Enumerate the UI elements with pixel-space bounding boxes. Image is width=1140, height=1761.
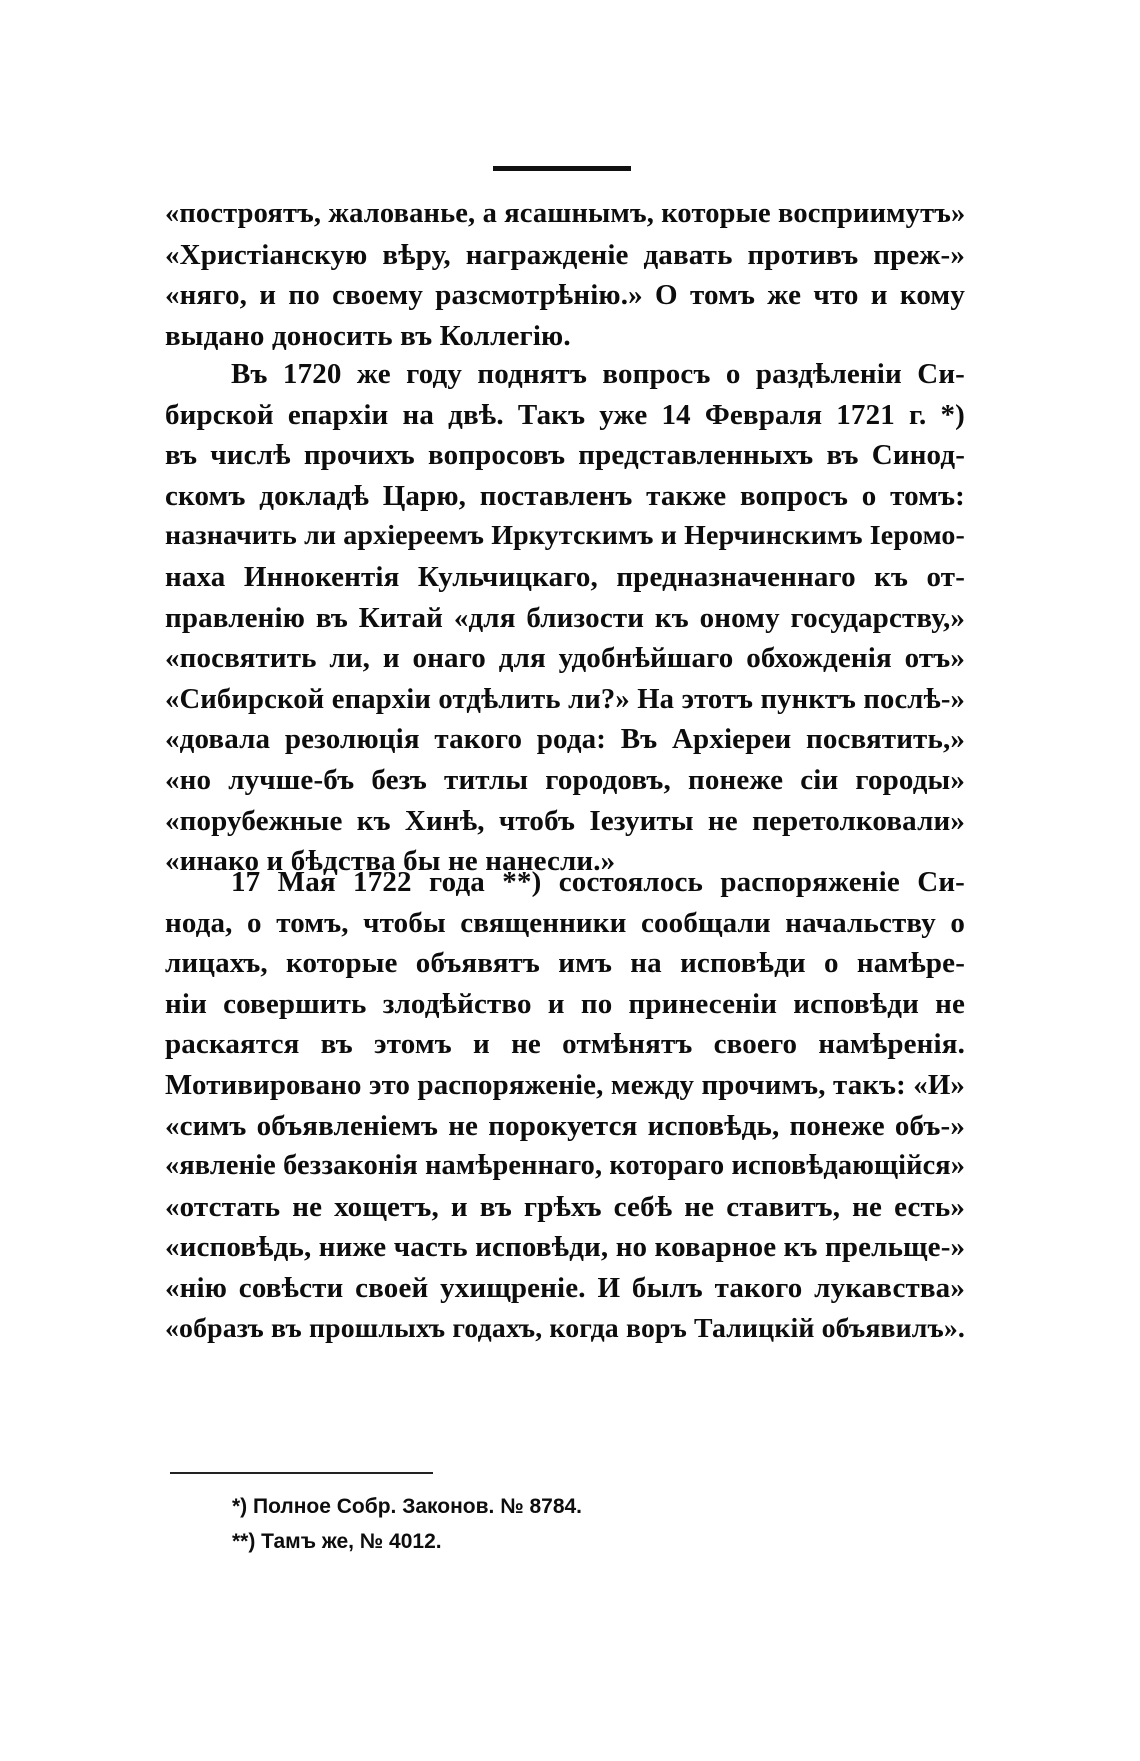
header-rule — [493, 166, 631, 171]
footnote-2: **) Тамъ же, № 4012. — [232, 1530, 442, 1553]
text-line: «порубежные къ Хинѣ, чтобъ Іезуиты не перетолковали» — [165, 804, 965, 837]
text-line: «но лучше-бъ безъ титлы городовъ, понеже сіи городы» — [165, 763, 965, 796]
text-line: «симъ объявленіемъ не порокуется исповѣдь, понеже объ-» — [165, 1109, 965, 1142]
text-line: «посвятить ли, и онаго для удобнѣйшаго обхожденія отъ» — [165, 642, 965, 675]
text-line: «Христіанскую вѣру, награжденіе давать противъ преж-» — [165, 238, 965, 271]
text-line: выдано доносить въ Коллегію. — [165, 319, 571, 352]
text-line: Въ 1720 же году поднятъ вопросъ о раздѣленіи Си- — [231, 358, 965, 390]
text-line: скомъ докладѣ Царю, поставленъ также вопросъ о томъ: — [165, 479, 965, 512]
text-line: «нію совѣсти своей ухищреніе. И былъ такого лукавства» — [165, 1271, 965, 1304]
text-line: въ числѣ прочихъ вопросовъ представленныхъ въ Синод- — [165, 439, 965, 472]
text-line: «образъ въ прошлыхъ годахъ, когда воръ Талицкій объявилъ». — [165, 1312, 965, 1344]
text-line: «инако и бѣдства бы не нанесли.» — [165, 845, 616, 878]
footnote-1: *) Полное Собр. Законов. № 8784. — [232, 1495, 583, 1518]
text-line: 17 Мая 1722 года **) состоялось распоряженіе Си- — [231, 866, 965, 898]
text-line: бирской епархіи на двѣ. Такъ уже 14 Февраля 1721 г. *) — [165, 398, 965, 431]
paragraph-1722 — [165, 862, 965, 1349]
paragraph-continuation — [165, 194, 965, 356]
text-line: «довала резолюція такого рода: Въ Архіереи посвятить,» — [165, 723, 965, 756]
text-line: наха Иннокентія Кульчицкаго, предназначеннаго къ от- — [165, 560, 965, 593]
text-line: ніи совершить злодѣйство и по принесеніи исповѣди не — [165, 987, 965, 1020]
text-line: «построятъ, жалованье, а ясашнымъ, которые восприимутъ» — [165, 198, 966, 229]
text-line: лицахъ, которые объявятъ имъ на исповѣди о намѣре- — [165, 947, 965, 980]
text-line: раскаятся въ этомъ и не отмѣнятъ своего намѣренія. — [165, 1028, 965, 1061]
text-line: назначить ли архіереемъ Иркутскимъ и Нерчинскимъ Іеромо- — [165, 520, 965, 552]
footnote-rule — [170, 1472, 433, 1474]
footnotes — [232, 1489, 582, 1559]
text-line: «Сибирской епархіи отдѣлить ли?» На этотъ пунктъ послѣ-» — [165, 682, 965, 715]
paragraph-1720 — [165, 354, 965, 882]
text-line: «явленіе беззаконія намѣреннаго, котораго исповѣдающійся» — [165, 1150, 966, 1182]
text-line: Мотивировано это распоряженіе, между прочимъ, такъ: «И» — [165, 1068, 965, 1101]
text-line: «исповѣдь, ниже часть исповѣди, но коварное къ прельще-» — [165, 1231, 966, 1264]
text-line: «отстать не хощетъ, и въ грѣхъ себѣ не ставитъ, не есть» — [165, 1190, 965, 1223]
text-line: «няго, и по своему разсмотрѣнію.» О томъ же что и кому — [165, 279, 965, 312]
text-line: нода, о томъ, чтобы священники сообщали начальству о — [165, 906, 965, 939]
text-line: правленію въ Китай «для близости къ оному государству,» — [165, 601, 965, 634]
